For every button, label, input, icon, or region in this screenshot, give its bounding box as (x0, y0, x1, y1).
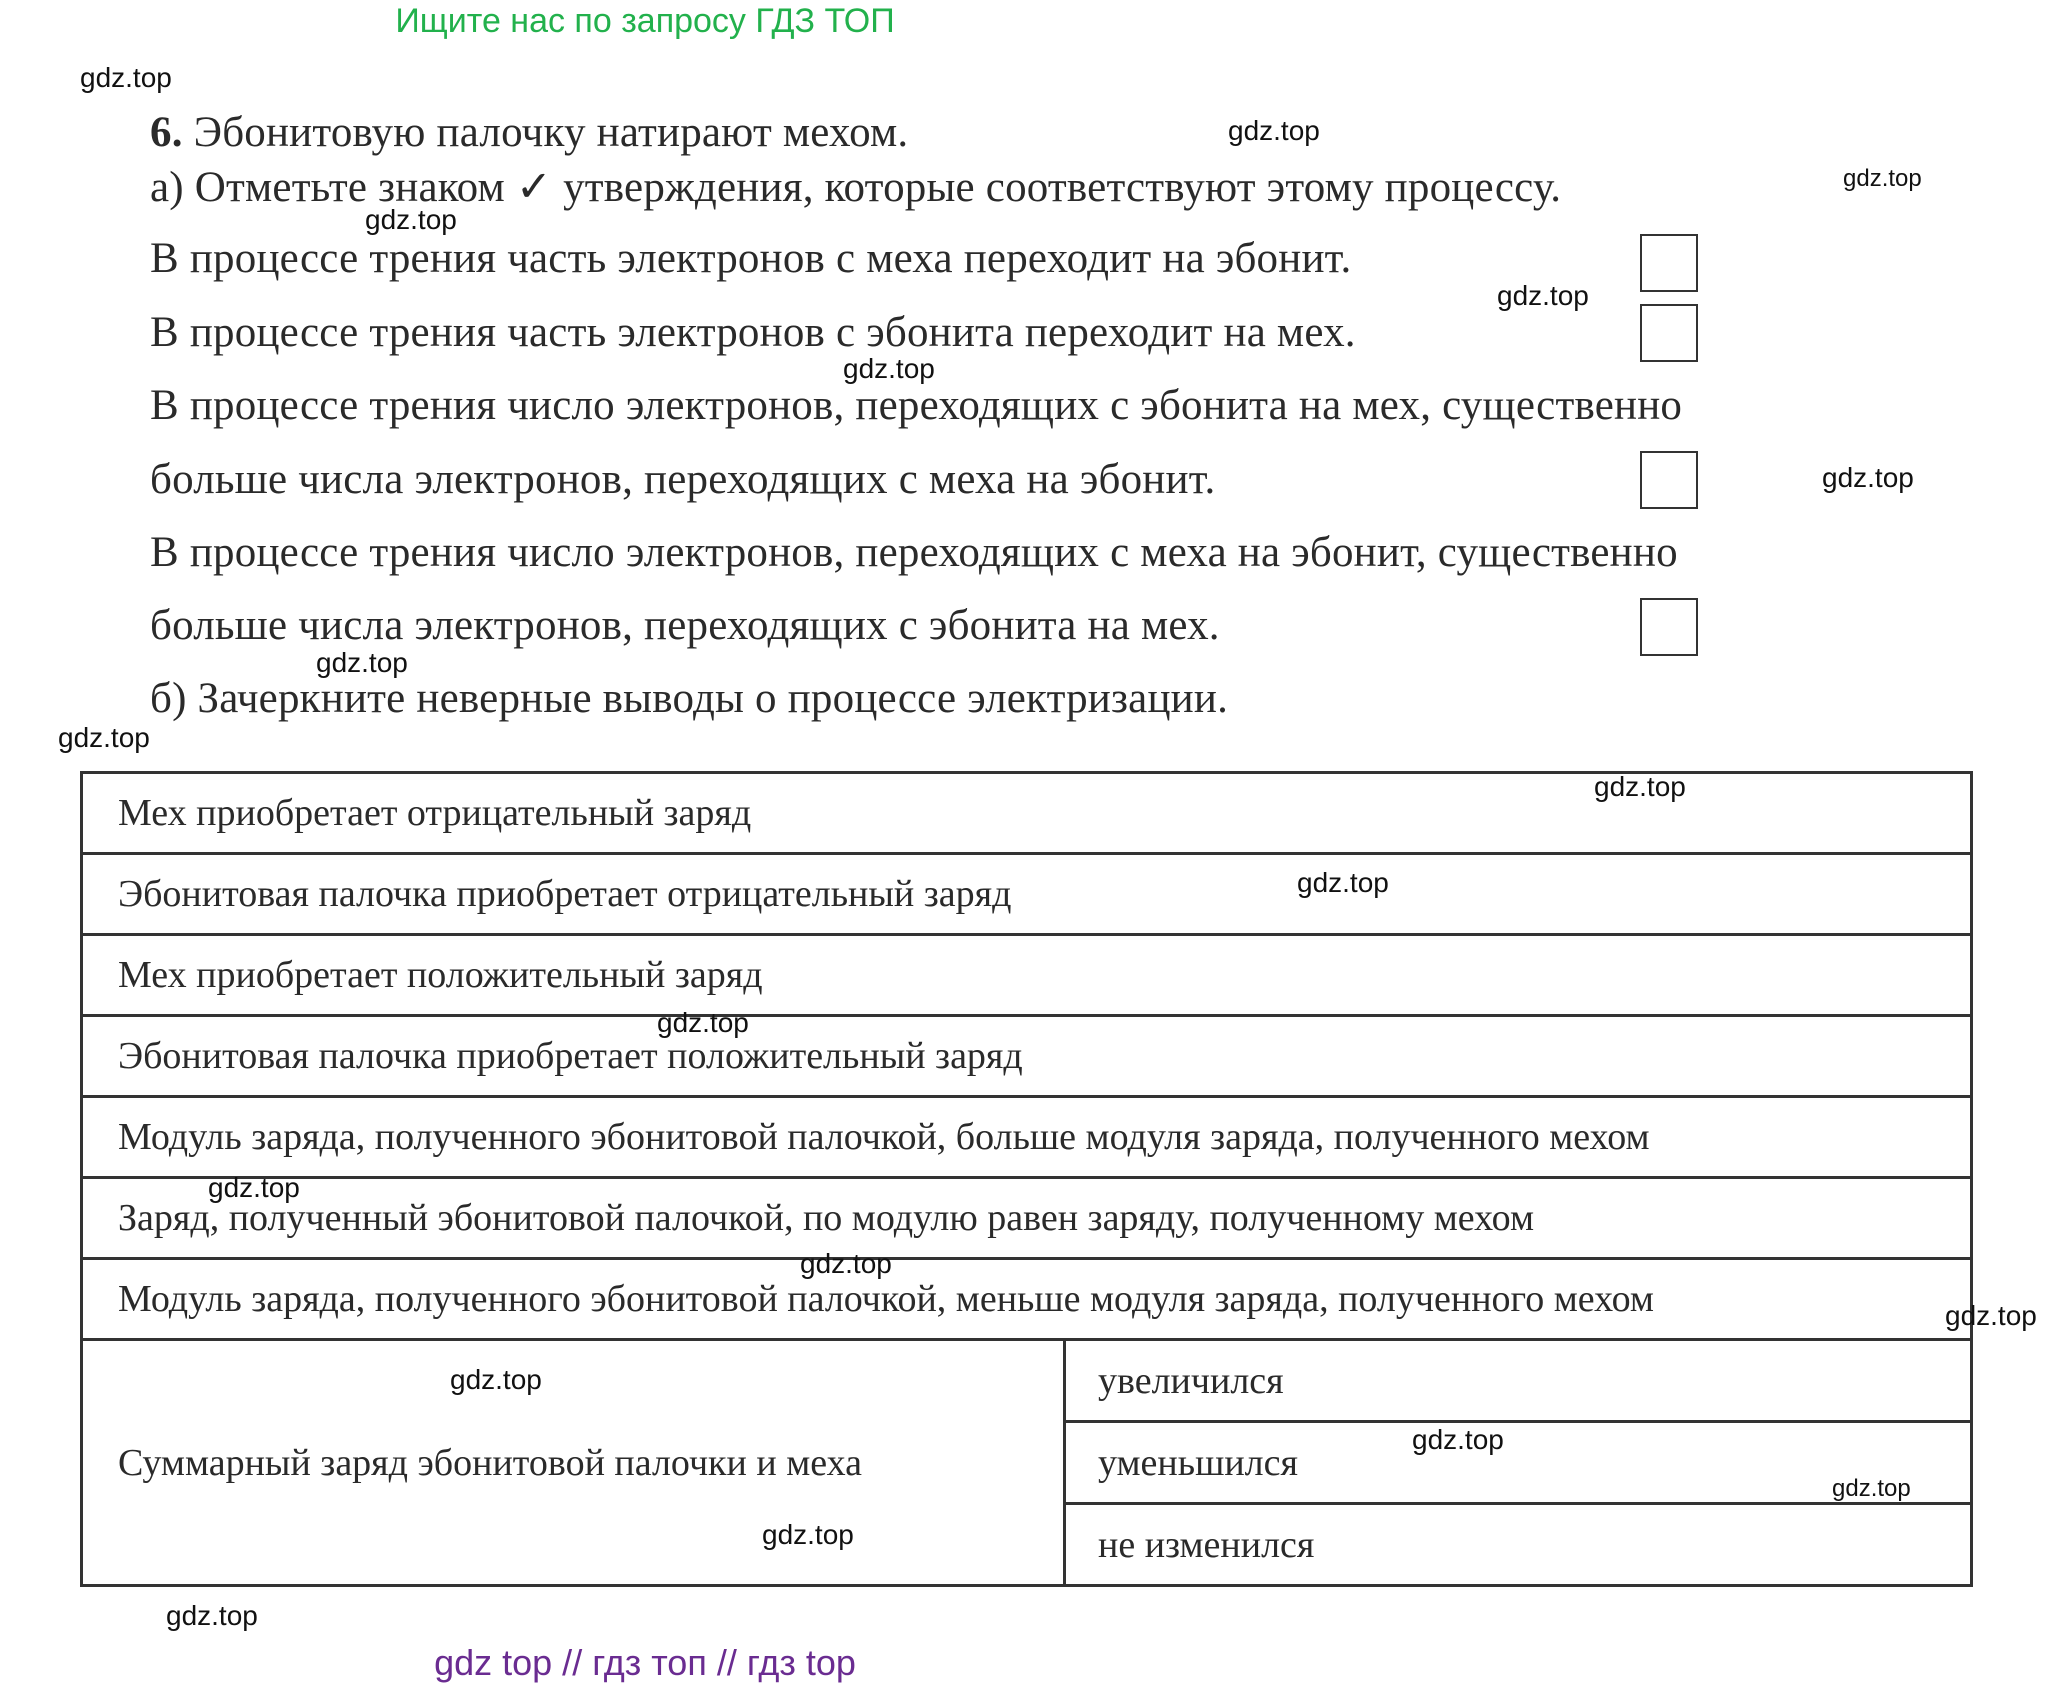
statement-1: В процессе трения часть электронов с меха переходит на эбонит. (150, 235, 1352, 282)
total-charge-option-unchanged[interactable]: не изменился (1065, 1504, 1972, 1586)
total-charge-option-increased[interactable]: увеличился (1065, 1340, 1972, 1422)
conclusion-row[interactable]: Эбонитовая палочка приобретает положительный заряд (82, 1016, 1972, 1097)
watermark: gdz.top (1497, 280, 1589, 311)
total-charge-option-decreased[interactable]: уменьшился (1065, 1422, 1972, 1504)
watermark: gdz.top (1832, 1475, 1911, 1502)
conclusions-table (80, 771, 1973, 1587)
task-header (150, 108, 908, 157)
watermark: gdz.top (450, 1364, 542, 1395)
watermark: gdz.top (800, 1248, 892, 1279)
watermark: gdz.top (657, 1007, 749, 1038)
statement-4-line-2: больше числа электронов, переходящих с эбонита на мех. (150, 602, 1220, 649)
watermark: gdz.top (166, 1600, 258, 1631)
conclusion-row[interactable]: Эбонитовая палочка приобретает отрицательный заряд (82, 854, 1972, 935)
watermark: gdz.top (1297, 867, 1389, 898)
statement-4-checkbox[interactable] (1640, 598, 1698, 656)
part-b-instruction: б) Зачеркните неверные выводы о процессе электризации. (150, 675, 1229, 722)
task-title: Эбонитовую палочку натирают мехом. (193, 109, 909, 156)
watermark: gdz.top (208, 1172, 300, 1203)
statement-1-checkbox[interactable] (1640, 234, 1698, 292)
top-banner: Ищите нас по запросу ГДЗ ТОП (395, 2, 895, 40)
statement-2-checkbox[interactable] (1640, 304, 1698, 362)
statement-4-line-1: В процессе трения число электронов, переходящих с меха на эбонит, существенно (150, 529, 1678, 576)
task-number: 6. (150, 109, 183, 156)
conclusion-row[interactable]: Модуль заряда, полученного эбонитовой палочкой, меньше модуля заряда, полученного мехом (82, 1259, 1972, 1340)
watermark: gdz.top (58, 722, 150, 753)
watermark: gdz.top (1412, 1424, 1504, 1455)
watermark: gdz.top (1594, 771, 1686, 802)
bottom-banner: gdz top // гдз топ // гдз top (434, 1642, 856, 1683)
statement-3-line-2: больше числа электронов, переходящих с меха на эбонит. (150, 456, 1216, 503)
statement-3-line-1: В процессе трения число электронов, переходящих с эбонита на мех, существенно (150, 382, 1683, 429)
statement-2: В процессе трения часть электронов с эбонита переходит на мех. (150, 309, 1356, 356)
total-charge-label: Суммарный заряд эбонитовой палочки и меха (82, 1340, 1065, 1586)
watermark: gdz.top (316, 647, 408, 678)
watermark: gdz.top (843, 353, 935, 384)
conclusion-row[interactable]: Модуль заряда, полученного эбонитовой палочкой, больше модуля заряда, полученного мехом (82, 1097, 1972, 1178)
watermark: gdz.top (1843, 165, 1922, 192)
conclusion-row[interactable]: Мех приобретает положительный заряд (82, 935, 1972, 1016)
watermark: gdz.top (365, 204, 457, 235)
conclusion-row[interactable]: Заряд, полученный эбонитовой палочкой, по модулю равен заряду, полученному мехом (82, 1178, 1972, 1259)
watermark: gdz.top (1945, 1300, 2037, 1331)
part-a-instruction: а) Отметьте знаком ✓ утверждения, которые соответствуют этому процессу. (150, 164, 1562, 211)
watermark: gdz.top (1822, 462, 1914, 493)
conclusion-row[interactable]: Мех приобретает отрицательный заряд (82, 773, 1972, 854)
statement-3-checkbox[interactable] (1640, 451, 1698, 509)
watermark: gdz.top (762, 1519, 854, 1550)
watermark: gdz.top (1228, 115, 1320, 146)
watermark: gdz.top (80, 62, 172, 93)
